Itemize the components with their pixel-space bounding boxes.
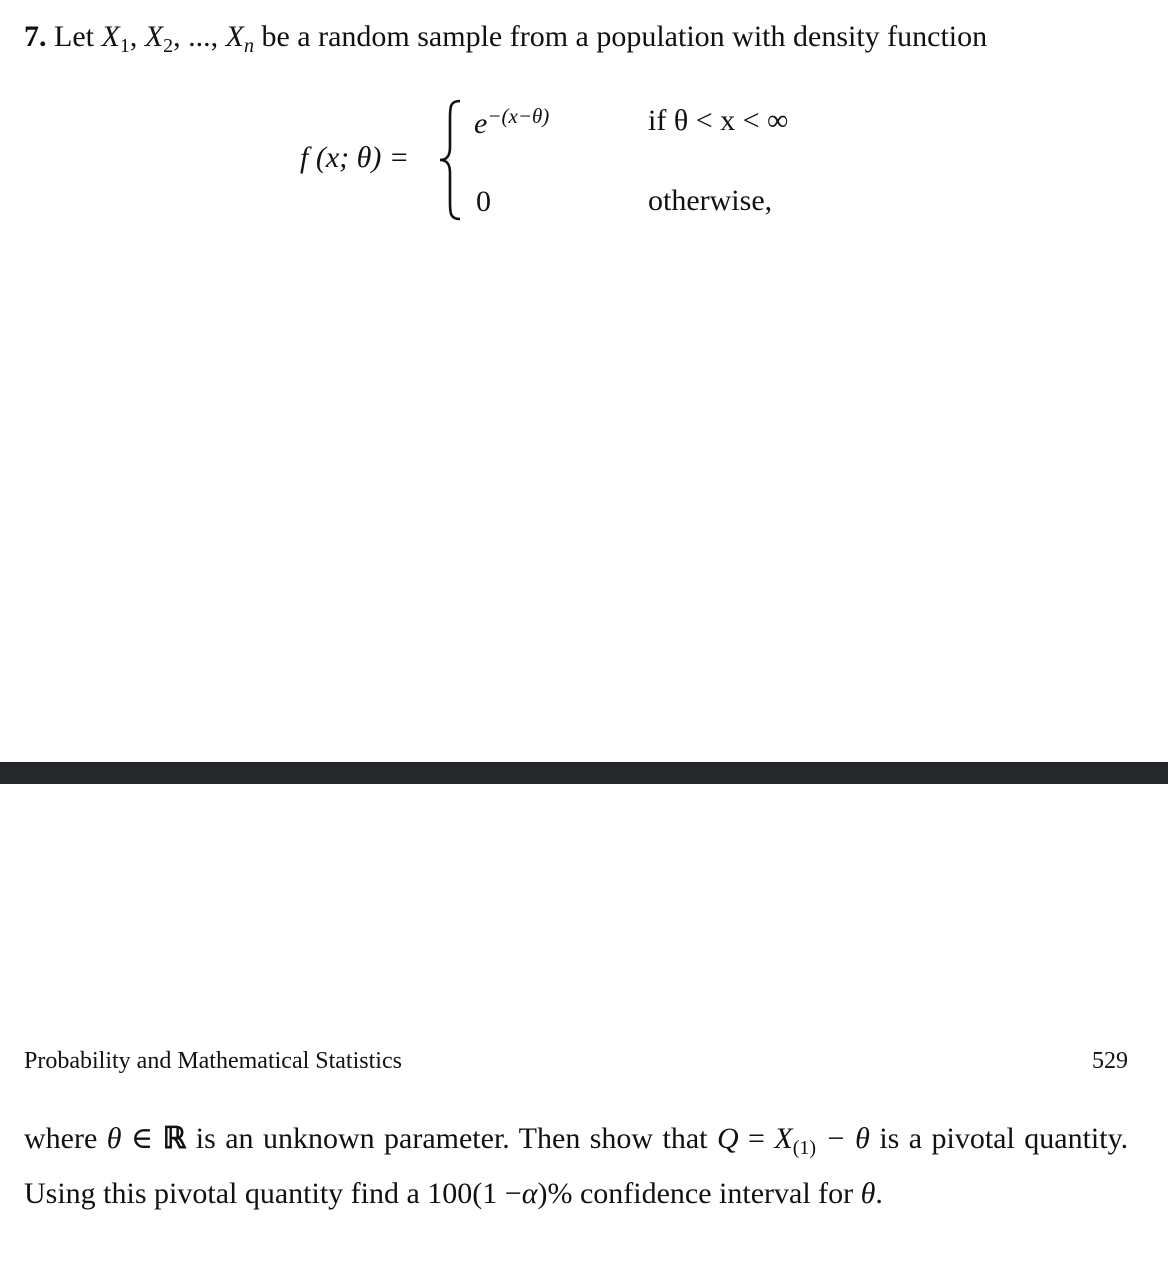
- left-brace-icon: [438, 99, 468, 221]
- reals-symbol: ℝ: [162, 1122, 187, 1155]
- book-title: Probability and Mathematical Statistics: [24, 1048, 402, 1074]
- case2-condition: otherwise,: [648, 184, 773, 217]
- order-statistic: $X_{(1)}$: [774, 1122, 817, 1159]
- theta-symbol: θ: [106, 1122, 122, 1155]
- problem-continuation: [24, 1116, 1128, 1217]
- case2-expression: 0: [476, 185, 491, 218]
- ellipsis: , ...,: [173, 20, 219, 53]
- case1-base: e: [474, 107, 488, 140]
- where-text: where: [24, 1122, 98, 1155]
- page-bottom: [0, 784, 1168, 1268]
- var-xn: $X_n$: [225, 20, 254, 57]
- element-of-symbol: ∈: [130, 1122, 154, 1155]
- case1-condition: if θ < x < ∞: [648, 104, 789, 137]
- pivotal-text: is a pivotal quantity. Using this pivotal quantity find a 100(1 −: [24, 1122, 1129, 1210]
- page-divider: [0, 762, 1168, 784]
- var-x1: $X_1$: [101, 20, 130, 57]
- var-x2: $X_2$: [144, 20, 174, 57]
- intro-rest: be a random sample from a population with density function: [261, 20, 988, 53]
- minus-theta: − θ: [825, 1122, 870, 1155]
- problem-statement: 7. Let $X_1$, $X_2$, ..., $X_n$ be a random sample from a population with density function: [24, 20, 988, 57]
- problem-number: 7.: [24, 20, 47, 53]
- unknown-parameter-text: is an unknown parameter. Then show that: [195, 1122, 708, 1155]
- q-symbol: Q: [716, 1122, 739, 1155]
- case1-expression: [474, 101, 549, 139]
- page-number: 529: [1092, 1048, 1128, 1074]
- alpha-symbol: α: [521, 1177, 538, 1210]
- confidence-text: )% confidence interval for: [537, 1177, 854, 1210]
- intro-text: Let: [54, 20, 94, 53]
- theta-symbol-final: θ: [860, 1177, 876, 1210]
- case1-exponent: −(x−θ): [487, 104, 550, 128]
- equation-lhs: f (x; θ) =: [300, 141, 410, 174]
- period: .: [875, 1177, 883, 1210]
- equals-symbol: =: [748, 1122, 765, 1155]
